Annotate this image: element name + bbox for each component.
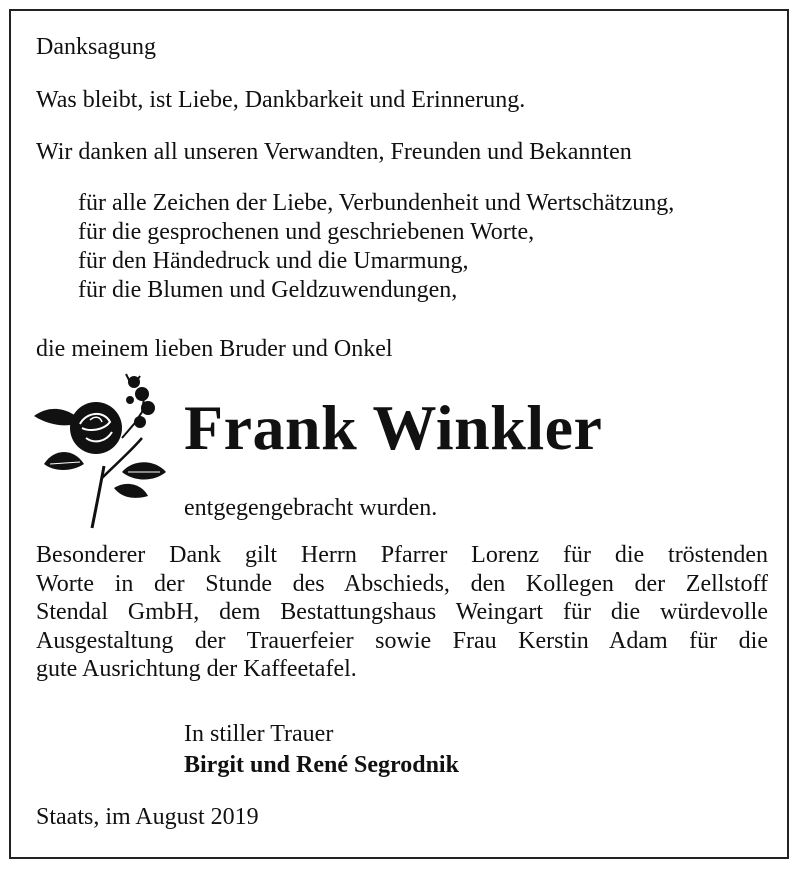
- mourning-text: In stiller Trauer: [184, 721, 334, 747]
- special-thanks-paragraph: [36, 541, 768, 684]
- relation-text: die meinem lieben Bruder und Onkel: [36, 336, 393, 362]
- list-item: für alle Zeichen der Liebe, Verbundenheit und Wertschätzung,: [78, 190, 675, 216]
- list-item: für den Händedruck und die Umarmung,: [78, 248, 469, 274]
- list-item: für die gesprochenen und geschriebenen Worte,: [78, 219, 535, 245]
- deceased-name: Frank Winkler: [184, 392, 603, 463]
- paragraph-line: Ausgestaltung der Trauerfeier sowie Frau Kerstin Adam für die: [36, 627, 768, 654]
- rose-icon: [30, 368, 178, 530]
- place-date: Staats, im August 2019: [36, 804, 259, 830]
- notice-heading: Danksagung: [36, 34, 156, 60]
- paragraph-line: gute Ausrichtung der Kaffeetafel.: [36, 656, 357, 682]
- list-item: für die Blumen und Geldzuwendungen,: [78, 277, 458, 303]
- thanks-intro: Wir danken all unseren Verwandten, Freunden und Bekannten: [36, 139, 632, 165]
- notice-quote: Was bleibt, ist Liebe, Dankbarkeit und Erinnerung.: [36, 87, 526, 113]
- signatories: Birgit und René Segrodnik: [184, 752, 459, 778]
- paragraph-line: Besonderer Dank gilt Herrn Pfarrer Lorenz für die tröstenden: [36, 542, 768, 568]
- after-name-text: entgegengebracht wurden.: [184, 495, 438, 521]
- paragraph-line: Worte in der Stunde des Abschieds, den Kollegen der Zellstoff: [36, 570, 768, 597]
- paragraph-line: Stendal GmbH, dem Bestattungshaus Weingart für die würdevolle: [36, 599, 768, 625]
